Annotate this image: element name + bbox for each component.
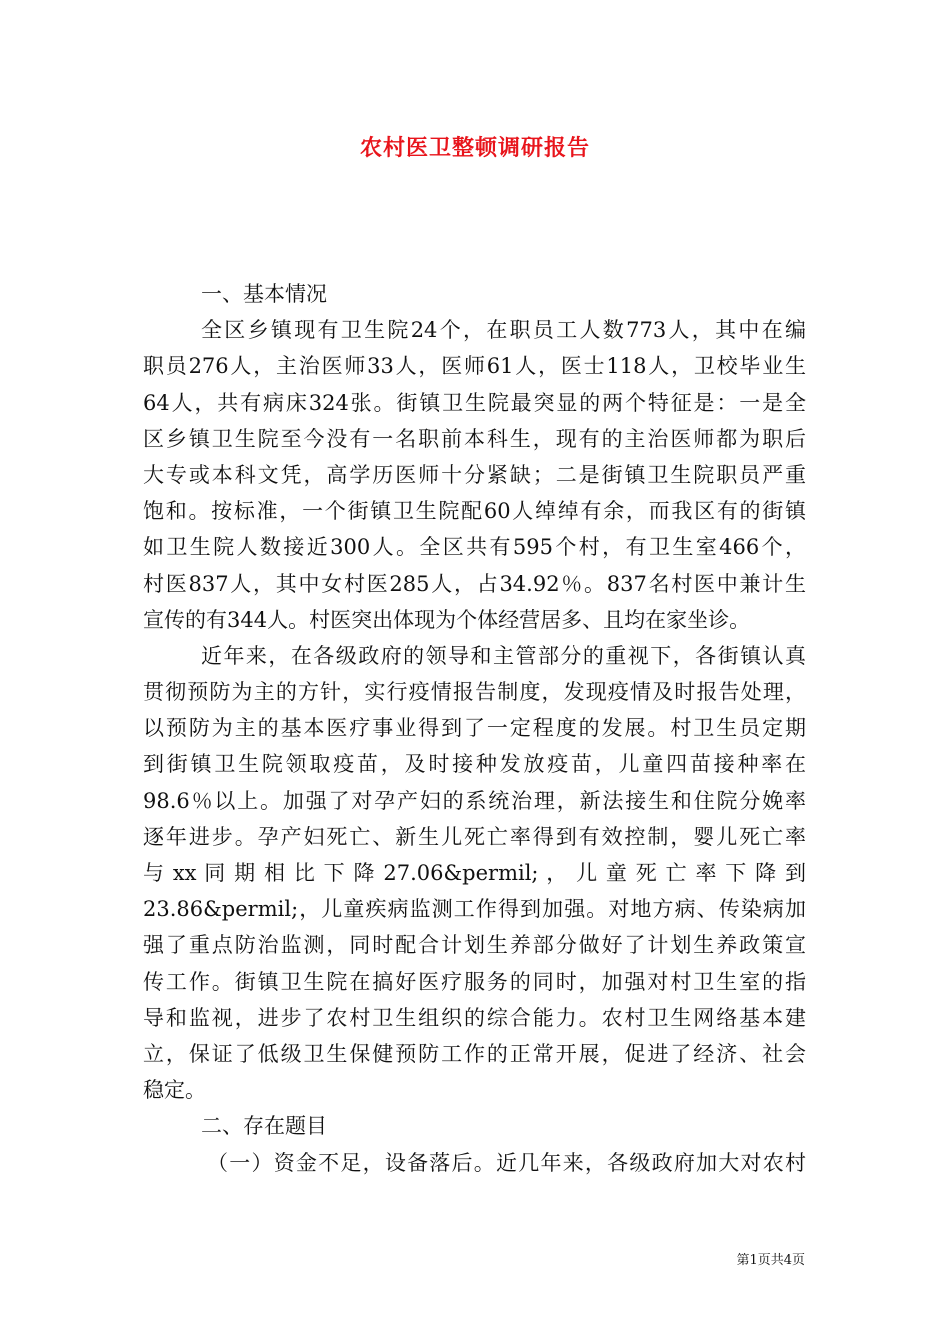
text-line: 传工作。街镇卫生院在搞好医疗服务的同时，加强对村卫生室的指 xyxy=(143,969,806,994)
text-line: 宣传的有344人。村医突出体现为个体经营居多、且均在家坐诊。 xyxy=(143,607,751,632)
text-line: 全区乡镇现有卫生院24个，在职员工人数773人，其中在编 xyxy=(201,318,806,343)
document-body xyxy=(143,276,806,1181)
text-line: 以预防为主的基本医疗事业得到了一定程度的发展。村卫生员定期 xyxy=(143,716,806,741)
text-line: 区乡镇卫生院至今没有一名职前本科生，现有的主治医师都为职后 xyxy=(143,426,806,451)
section-heading-problems: 二、存在题目 xyxy=(201,1114,327,1139)
text-line: 如卫生院人数接近300人。全区共有595个村，有卫生室466个， xyxy=(143,535,806,560)
text-line: 到街镇卫生院领取疫苗，及时接种发放疫苗，儿童四苗接种率在 xyxy=(143,752,806,777)
section-heading-basic: 一、基本情况 xyxy=(201,282,327,306)
text-line: 98.6％以上。加强了对孕产妇的系统治理，新法接生和住院分娩率 xyxy=(143,788,806,813)
text-line: 导和监视，进步了农村卫生组织的综合能力。农村卫生网络基本建 xyxy=(143,1005,806,1030)
text-line: 贯彻预防为主的方针，实行疫情报告制度，发现疫情及时报告处理， xyxy=(143,680,806,705)
text-line: （一）资金不足，设备落后。近几年来，各级政府加大对农村 xyxy=(207,1150,806,1175)
document-title: 农村医卫整顿调研报告 xyxy=(359,135,590,161)
text-line: 23.86&permil;，儿童疾病监测工作得到加强。对地方病、传染病加 xyxy=(143,897,806,922)
text-line: 近年来，在各级政府的领导和主管部分的重视下，各街镇认真 xyxy=(201,643,806,668)
text-line: 强了重点防治监测，同时配合计划生养部分做好了计划生养政策宣 xyxy=(143,933,806,958)
text-line: 与 xx 同 期 相 比 下 降 27.06&permil; ， 儿 童 死 亡 率 下 降 到 xyxy=(143,861,806,885)
text-line: 64人，共有病床324张。街镇卫生院最突显的两个特征是：一是全 xyxy=(143,390,806,415)
text-line: 立，保证了低级卫生保健预防工作的正常开展，促进了经济、社会 xyxy=(143,1041,806,1066)
text-line: 稳定。 xyxy=(143,1078,206,1103)
text-line: 村医837人，其中女村医285人，占34.92％。837名村医中兼计生 xyxy=(143,571,806,596)
text-line: 大专或本科文凭，高学历医师十分紧缺；二是街镇卫生院职员严重 xyxy=(143,462,806,487)
text-line: 职员276人，主治医师33人，医师61人，医士118人，卫校毕业生 xyxy=(143,354,806,379)
page-number: 第1页共4页 xyxy=(736,1253,805,1268)
text-line: 饱和。按标准，一个街镇卫生院配60人绰绰有余，而我区有的街镇 xyxy=(143,499,806,524)
text-line: 逐年进步。孕产妇死亡、新生儿死亡率得到有效控制，婴儿死亡率 xyxy=(143,824,806,849)
